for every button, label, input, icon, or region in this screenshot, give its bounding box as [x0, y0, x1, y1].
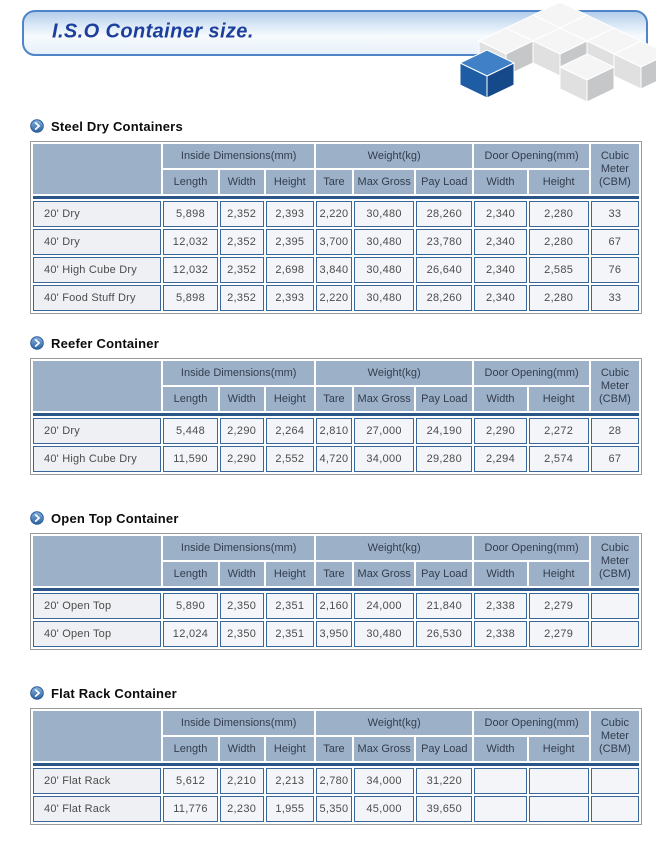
col-header-width: Width — [220, 387, 264, 411]
value-cell: 27,000 — [354, 418, 414, 444]
value-cell: 30,480 — [354, 285, 414, 311]
col-header-height: Height — [266, 387, 314, 411]
value-cell: 2,585 — [529, 257, 589, 283]
row-label-cell: 20' Dry — [33, 201, 161, 227]
col-header-width: Width — [474, 387, 526, 411]
value-cell: 5,890 — [163, 593, 217, 619]
col-header-max-gross: Max Gross — [354, 170, 414, 194]
col-group-inside-dimensions: Inside Dimensions(mm) — [163, 711, 314, 735]
value-cell: 5,898 — [163, 201, 217, 227]
value-cell: 2,264 — [266, 418, 314, 444]
value-cell: 2,351 — [266, 593, 314, 619]
col-header-pay-load: Pay Load — [416, 562, 472, 586]
col-header-pay-load: Pay Load — [416, 737, 472, 761]
col-group-door-opening: Door Opening(mm) — [474, 361, 588, 385]
col-header-tare: Tare — [316, 737, 352, 761]
value-cell: 67 — [591, 229, 639, 255]
col-header-width: Width — [220, 737, 264, 761]
value-cell: 2,350 — [220, 621, 264, 647]
table-row — [33, 621, 639, 647]
col-header-height: Height — [529, 387, 589, 411]
col-header-cbm: Cubic Meter (CBM) — [591, 711, 639, 761]
value-cell: 2,272 — [529, 418, 589, 444]
value-cell: 2,338 — [474, 593, 526, 619]
section-title: Steel Dry Containers — [51, 118, 183, 134]
value-cell: 3,700 — [316, 229, 352, 255]
row-label-cell: 40' High Cube Dry — [33, 446, 161, 472]
value-cell: 2,279 — [529, 593, 589, 619]
row-label-cell: 20' Flat Rack — [33, 768, 161, 794]
value-cell: 30,480 — [354, 621, 414, 647]
table-row — [33, 593, 639, 619]
value-cell: 1,955 — [266, 796, 314, 822]
value-cell: 2,220 — [316, 285, 352, 311]
value-cell: 2,340 — [474, 257, 526, 283]
value-cell: 2,210 — [220, 768, 264, 794]
col-header-length: Length — [163, 562, 217, 586]
spec-table-frame — [30, 358, 642, 475]
value-cell: 11,776 — [163, 796, 217, 822]
value-cell: 5,898 — [163, 285, 217, 311]
page-title: I.S.O Container size. — [52, 20, 254, 43]
value-cell: 28,260 — [416, 285, 472, 311]
section-heading — [30, 509, 642, 527]
row-label-cell: 40' Open Top — [33, 621, 161, 647]
section-title: Flat Rack Container — [51, 685, 177, 701]
section-heading — [30, 334, 642, 352]
corner-header-cell — [33, 711, 161, 761]
table-row — [33, 285, 639, 311]
value-cell: 2,290 — [220, 446, 264, 472]
value-cell: 2,294 — [474, 446, 526, 472]
value-cell: 2,213 — [266, 768, 314, 794]
value-cell — [591, 796, 639, 822]
col-group-weight: Weight(kg) — [316, 711, 472, 735]
value-cell: 3,950 — [316, 621, 352, 647]
value-cell: 33 — [591, 201, 639, 227]
header-divider — [33, 588, 639, 591]
value-cell: 26,640 — [416, 257, 472, 283]
corner-header-cell — [33, 144, 161, 194]
value-cell: 2,698 — [266, 257, 314, 283]
value-cell: 2,338 — [474, 621, 526, 647]
value-cell: 28 — [591, 418, 639, 444]
value-cell: 2,352 — [220, 285, 264, 311]
value-cell: 5,350 — [316, 796, 352, 822]
value-cell — [474, 768, 526, 794]
table-row — [33, 768, 639, 794]
col-group-door-opening: Door Opening(mm) — [474, 711, 588, 735]
col-group-weight: Weight(kg) — [316, 536, 472, 560]
value-cell: 45,000 — [354, 796, 414, 822]
container-spec-table — [31, 142, 641, 313]
value-cell: 2,552 — [266, 446, 314, 472]
col-header-width: Width — [474, 170, 526, 194]
value-cell: 76 — [591, 257, 639, 283]
value-cell: 11,590 — [163, 446, 217, 472]
container-spec-table — [31, 359, 641, 474]
value-cell: 67 — [591, 446, 639, 472]
value-cell: 2,279 — [529, 621, 589, 647]
section-heading — [30, 117, 642, 135]
value-cell: 29,280 — [416, 446, 472, 472]
value-cell: 2,810 — [316, 418, 352, 444]
col-group-weight: Weight(kg) — [316, 144, 472, 168]
row-label-cell: 40' Food Stuff Dry — [33, 285, 161, 311]
container-section — [30, 684, 642, 825]
value-cell: 2,290 — [474, 418, 526, 444]
value-cell: 30,480 — [354, 257, 414, 283]
section-bullet-icon — [30, 511, 44, 525]
col-header-length: Length — [163, 737, 217, 761]
value-cell: 4,720 — [316, 446, 352, 472]
row-label-cell: 20' Open Top — [33, 593, 161, 619]
col-header-cbm: Cubic Meter (CBM) — [591, 361, 639, 411]
col-header-cbm: Cubic Meter (CBM) — [591, 536, 639, 586]
section-bullet-icon — [30, 119, 44, 133]
value-cell: 2,352 — [220, 229, 264, 255]
value-cell: 28,260 — [416, 201, 472, 227]
value-cell: 34,000 — [354, 446, 414, 472]
col-header-length: Length — [163, 387, 217, 411]
col-header-width: Width — [474, 737, 526, 761]
col-header-max-gross: Max Gross — [354, 387, 414, 411]
col-header-max-gross: Max Gross — [354, 737, 414, 761]
value-cell: 5,612 — [163, 768, 217, 794]
section-bullet-icon — [30, 686, 44, 700]
table-row — [33, 418, 639, 444]
value-cell: 12,024 — [163, 621, 217, 647]
col-header-cbm: Cubic Meter (CBM) — [591, 144, 639, 194]
table-row — [33, 229, 639, 255]
row-label-cell: 40' Flat Rack — [33, 796, 161, 822]
header-divider — [33, 763, 639, 766]
value-cell: 5,448 — [163, 418, 217, 444]
value-cell: 12,032 — [163, 229, 217, 255]
col-group-inside-dimensions: Inside Dimensions(mm) — [163, 536, 314, 560]
col-header-pay-load: Pay Load — [416, 387, 472, 411]
col-header-width: Width — [474, 562, 526, 586]
section-bullet-icon — [30, 336, 44, 350]
section-title: Open Top Container — [51, 510, 179, 526]
table-row — [33, 201, 639, 227]
col-header-tare: Tare — [316, 387, 352, 411]
table-row — [33, 796, 639, 822]
value-cell: 26,530 — [416, 621, 472, 647]
col-header-height: Height — [529, 170, 589, 194]
value-cell: 2,280 — [529, 201, 589, 227]
container-boxes-illustration — [416, 0, 656, 105]
col-header-tare: Tare — [316, 562, 352, 586]
value-cell — [529, 768, 589, 794]
col-header-height: Height — [266, 170, 314, 194]
value-cell: 2,780 — [316, 768, 352, 794]
content-area — [30, 117, 642, 845]
value-cell: 2,352 — [220, 257, 264, 283]
value-cell: 33 — [591, 285, 639, 311]
table-row — [33, 446, 639, 472]
value-cell — [591, 621, 639, 647]
col-group-door-opening: Door Opening(mm) — [474, 144, 588, 168]
value-cell: 30,480 — [354, 201, 414, 227]
container-spec-table — [31, 534, 641, 649]
value-cell: 2,340 — [474, 285, 526, 311]
row-label-cell: 40' Dry — [33, 229, 161, 255]
row-label-cell: 20' Dry — [33, 418, 161, 444]
section-title: Reefer Container — [51, 335, 159, 351]
section-heading — [30, 684, 642, 702]
table-row — [33, 257, 639, 283]
value-cell: 2,340 — [474, 201, 526, 227]
value-cell: 30,480 — [354, 229, 414, 255]
value-cell: 2,574 — [529, 446, 589, 472]
spec-table-frame — [30, 708, 642, 825]
spec-table-frame — [30, 141, 642, 314]
value-cell: 2,352 — [220, 201, 264, 227]
container-spec-table — [31, 709, 641, 824]
value-cell: 24,190 — [416, 418, 472, 444]
col-header-tare: Tare — [316, 170, 352, 194]
value-cell: 2,395 — [266, 229, 314, 255]
value-cell: 31,220 — [416, 768, 472, 794]
header-divider — [33, 413, 639, 416]
value-cell: 2,230 — [220, 796, 264, 822]
container-section — [30, 509, 642, 650]
value-cell: 2,340 — [474, 229, 526, 255]
value-cell: 2,350 — [220, 593, 264, 619]
col-header-width: Width — [220, 170, 264, 194]
col-group-inside-dimensions: Inside Dimensions(mm) — [163, 361, 314, 385]
col-header-length: Length — [163, 170, 217, 194]
container-section — [30, 334, 642, 475]
spec-table-frame — [30, 533, 642, 650]
value-cell: 39,650 — [416, 796, 472, 822]
value-cell: 2,280 — [529, 285, 589, 311]
col-header-height: Height — [266, 562, 314, 586]
value-cell — [529, 796, 589, 822]
container-section — [30, 117, 642, 314]
col-group-weight: Weight(kg) — [316, 361, 472, 385]
value-cell: 24,000 — [354, 593, 414, 619]
col-header-width: Width — [220, 562, 264, 586]
col-header-height: Height — [529, 737, 589, 761]
value-cell: 2,290 — [220, 418, 264, 444]
value-cell: 12,032 — [163, 257, 217, 283]
value-cell: 2,351 — [266, 621, 314, 647]
value-cell: 21,840 — [416, 593, 472, 619]
value-cell: 2,160 — [316, 593, 352, 619]
col-header-height: Height — [529, 562, 589, 586]
col-group-door-opening: Door Opening(mm) — [474, 536, 588, 560]
value-cell: 23,780 — [416, 229, 472, 255]
corner-header-cell — [33, 536, 161, 586]
col-header-max-gross: Max Gross — [354, 562, 414, 586]
col-header-pay-load: Pay Load — [416, 170, 472, 194]
value-cell: 2,393 — [266, 285, 314, 311]
row-label-cell: 40' High Cube Dry — [33, 257, 161, 283]
value-cell: 2,393 — [266, 201, 314, 227]
corner-header-cell — [33, 361, 161, 411]
value-cell: 2,280 — [529, 229, 589, 255]
col-group-inside-dimensions: Inside Dimensions(mm) — [163, 144, 314, 168]
value-cell — [591, 768, 639, 794]
value-cell: 34,000 — [354, 768, 414, 794]
value-cell: 2,220 — [316, 201, 352, 227]
value-cell — [474, 796, 526, 822]
col-header-height: Height — [266, 737, 314, 761]
value-cell: 3,840 — [316, 257, 352, 283]
header-divider — [33, 196, 639, 199]
value-cell — [591, 593, 639, 619]
